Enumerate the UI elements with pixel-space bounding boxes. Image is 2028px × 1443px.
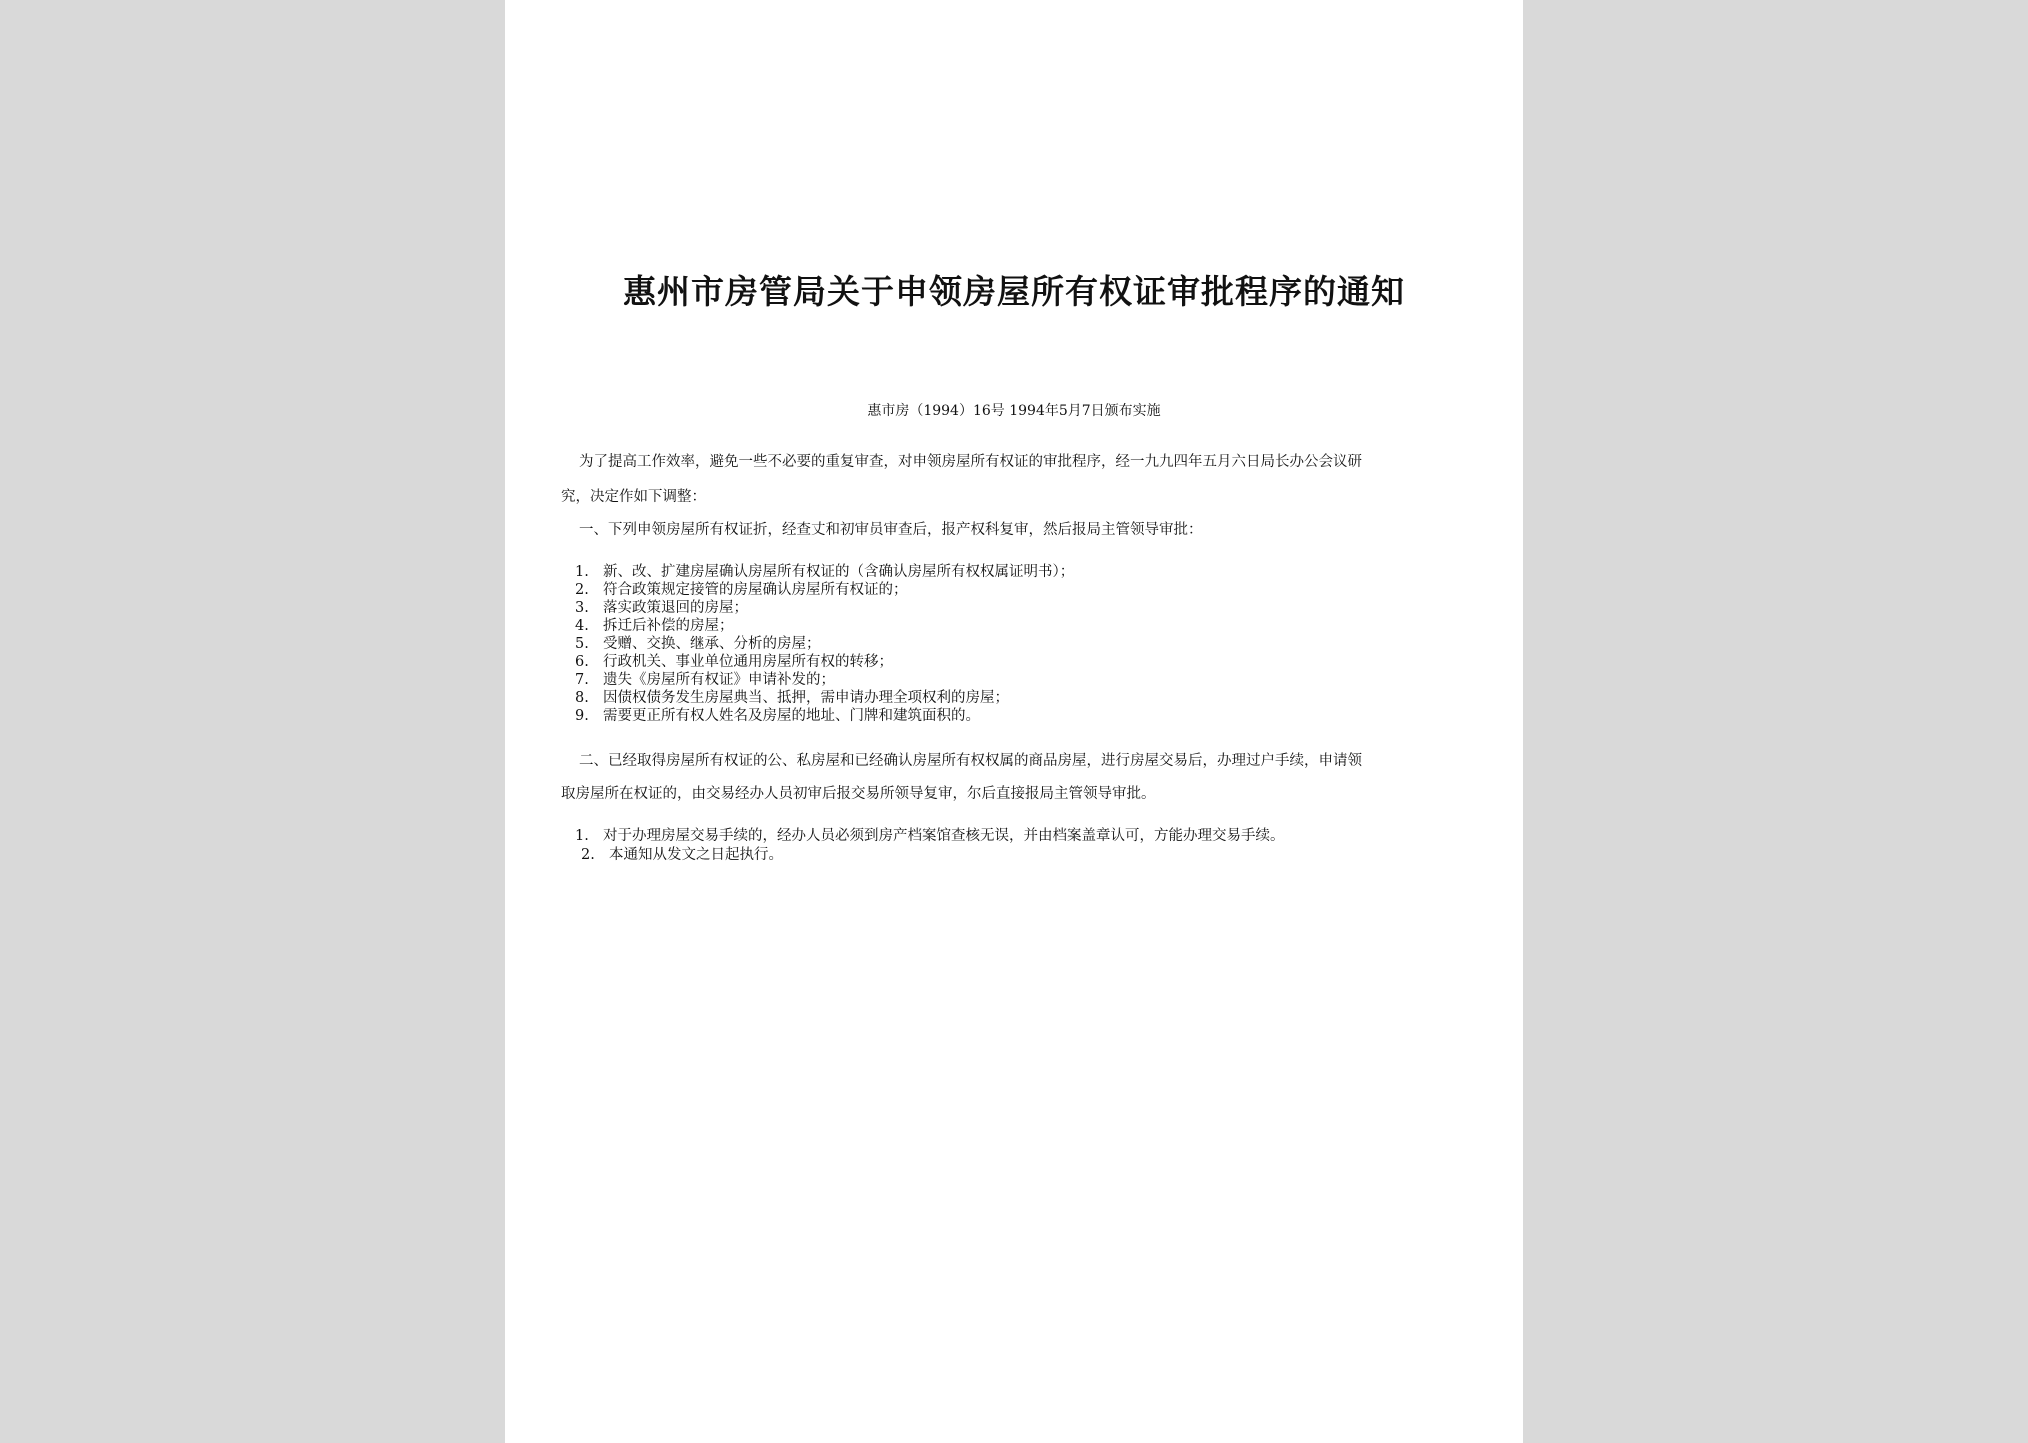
note-item: [581, 843, 783, 864]
intro-paragraph-line2: 究，决定作如下调整：: [561, 489, 706, 505]
list-item-number: 1.: [575, 564, 589, 580]
section2-paragraph-line1: 二、已经取得房屋所有权证的公、私房屋和已经确认房屋所有权权属的商品房屋，进行房屋交易后，办理过户手续，申请领: [579, 753, 1362, 769]
note-item-text: 对于办理房屋交易手续的，经办人员必须到房产档案馆查核无误，并由档案盖章认可，方能办理交易手续。: [603, 828, 1285, 844]
note-item: [575, 824, 1285, 845]
list-item: [575, 704, 980, 725]
list-item-number: 9.: [575, 708, 589, 724]
section1-heading: 一、下列申领房屋所有权证折，经查丈和初审员审查后，报产权科复审，然后报局主管领导审批：: [579, 522, 1203, 538]
note-item-text: 本通知从发文之日起执行。: [609, 847, 783, 863]
intro-paragraph-line1: 为了提高工作效率，避免一些不必要的重复审查，对申领房屋所有权证的审批程序，经一九九四年五月六日局长办公会议研: [579, 454, 1362, 470]
list-item-text: 拆迁后补偿的房屋；: [603, 618, 734, 634]
list-item-text: 符合政策规定接管的房屋确认房屋所有权证的；: [603, 582, 908, 598]
list-item-number: 5.: [575, 636, 589, 652]
note-item-number: 2.: [581, 847, 595, 863]
list-item-number: 3.: [575, 600, 589, 616]
document-page: [505, 0, 1523, 1443]
list-item-number: 2.: [575, 582, 589, 598]
list-item-number: 8.: [575, 690, 589, 706]
list-item-text: 受赠、交换、继承、分析的房屋；: [603, 636, 821, 652]
list-item-text: 新、改、扩建房屋确认房屋所有权证的（含确认房屋所有权权属证明书）；: [603, 564, 1075, 580]
list-item-number: 4.: [575, 618, 589, 634]
list-item-text: 因债权债务发生房屋典当、抵押，需申请办理全项权利的房屋；: [603, 690, 1009, 706]
list-item-text: 需要更正所有权人姓名及房屋的地址、门牌和建筑面积的。: [603, 708, 980, 724]
list-item-text: 遗失《房屋所有权证》申请补发的；: [603, 672, 835, 688]
note-item-number: 1.: [575, 828, 589, 844]
list-item-number: 7.: [575, 672, 589, 688]
document-title: 惠州市房管局关于申领房屋所有权证审批程序的通知: [623, 272, 1405, 311]
list-item-text: 行政机关、事业单位通用房屋所有权的转移；: [603, 654, 893, 670]
list-item-number: 6.: [575, 654, 589, 670]
list-item-text: 落实政策退回的房屋；: [603, 600, 748, 616]
section2-paragraph-line2: 取房屋所在权证的，由交易经办人员初审后报交易所领导复审，尔后直接报局主管领导审批。: [561, 786, 1156, 802]
document-number: 惠市房（1994）16号 1994年5月7日颁布实施: [867, 403, 1161, 419]
